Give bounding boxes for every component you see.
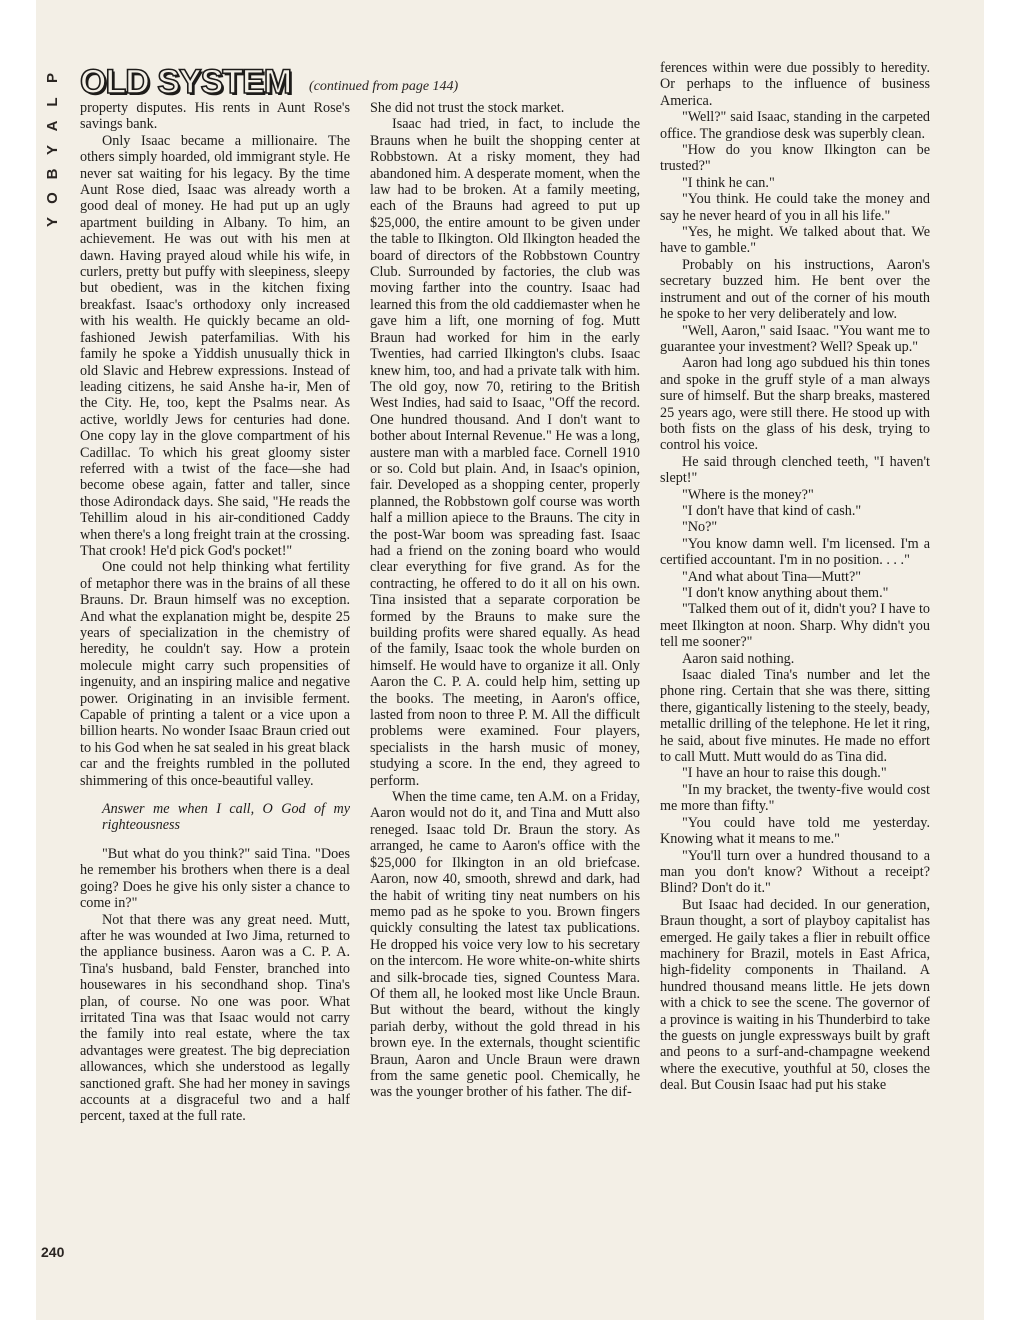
paragraph: "You could have told me yesterday. Knowing what it means to me." <box>660 814 930 848</box>
magazine-letter: Y <box>44 217 61 228</box>
text-column-1 <box>80 100 350 1260</box>
paragraph: Probably on his instructions, Aaron's secretary buzzed him. He bent over the instrument and out of the corner of his mouth he spoke to her very deliberately and low. <box>660 256 930 323</box>
text-column-3 <box>660 60 930 1260</box>
magazine-letter: P <box>44 73 61 84</box>
paragraph: "You know damn well. I'm licensed. I'm a certified accountant. I'm in no position. . . ." <box>660 535 930 569</box>
paragraph: "And what about Tina—Mutt?" <box>682 568 862 585</box>
paragraph: "You'll turn over a hundred thousand to a man you don't know? Without a receipt? Blind? Don't do it." <box>660 847 930 897</box>
paragraph: "I have an hour to raise this dough." <box>682 765 887 782</box>
magazine-name-vertical <box>44 66 62 234</box>
paragraph: But Isaac had decided. In our generation, Braun thought, a sort of playboy capitalist has emerged. He gaily takes a flier in rebuilt office machinery for Brazil, motels in East Africa, high-fidelity components in Thailand. A hundred thousand means little. He jets down with a chick to see the scene. The governor of a province is waiting in his Thunderbird to take the guests on jungle expressways built by graft and peons to a surf-and-champagne weekend where the executive, youthful at 50, closes the deal. But Cousin Isaac had put his stake <box>660 896 930 1094</box>
paragraph: Not that there was any great need. Mutt, after he was wounded at Iwo Jima, returned to the appliance business. Aaron was a C. P. A. Tina's husband, bald Fenster, branched into housewares in his secondhand shop. Tina's plan, of course. No one was poor. What irritated Tina was that Isaac would not carry the family into real estate, where the tax advantages were greatest. The big depreciation allowances, which she understood as legally sanctioned graft. She had her money in savings accounts at a disgraceful two and a half percent, taxed at the full rate. <box>80 911 350 1125</box>
text-column-2 <box>370 100 640 1260</box>
paragraph: "No?" <box>682 519 718 536</box>
page-number: 240 <box>41 1244 65 1260</box>
paragraph: "You think. He could take the money and say he never heard of you in all his life." <box>660 191 930 224</box>
magazine-letter: Y <box>44 145 61 156</box>
paragraph: property disputes. His rents in Aunt Rose's savings bank. <box>80 100 350 133</box>
section-title-logo: OLD SYSTEM <box>80 63 292 101</box>
paragraph: "How do you know Ilkington can be trusted?" <box>660 142 930 175</box>
paragraph: One could not help thinking what fertility of metaphor there was in the brains of all these Brauns. Dr. Braun himself was no exception. And what the explanation might be, despite 25 years of specialization in the chemistry of heredity, he couldn't say. How a protein molecule might carry such propensities of ingenuity, and an inspiring malice and negative power. Originating in an invisible ferment. Capable of printing a talent or a vice upon a billion hearts. No wonder Isaac Braun cried out to his God when he sat sealed in his great black car and the freights rumbled in the polluted shimmering of this once-beautiful valley. <box>80 559 350 789</box>
paragraph: "Talked them out of it, didn't you? I have to meet Ilkington at noon. Sharp. Why didn't you tell me sooner?" <box>660 601 930 651</box>
paragraph: Only Isaac became a millionaire. The others simply hoarded, old immigrant style. He never sat waiting for his legacy. By the time Aunt Rose died, Isaac was already worth a good deal of money. He had put up an ugly apartment building in Albany. To him, an achievement. He was out with his men at dawn. Having prayed aloud while his wife, in curlers, pretty but puffy with sleepiness, sleepy but obedient, was in the kitchen fixing breakfast. Isaac's orthodoxy only increased with his wealth. He quickly became an old-fashioned Jewish paterfamilias. With his family he spoke a Yiddish unusually thick in old Slavic and Hebrew expressions. Instead of leading citizens, he said Anshe ha-ir, Men of the City. He, too, kept the Psalms near. As active, worldly Jews for centuries had done. One copy lay in the glove compartment of his Cadillac. To which his great gloomy sister referred with a twist of the face—she had become obese again, fatter and taller, since those Adirondack days. She said, "He reads the Tehillim aloud in his air-conditioned Caddy when there's a long freight train at the crossing. That crook! He'd pick God's pocket!" <box>80 132 350 559</box>
magazine-page <box>36 0 984 1320</box>
paragraph: She did not trust the stock market. <box>370 100 565 116</box>
paragraph: "I don't have that kind of cash." <box>682 502 862 519</box>
paragraph: "I think he can." <box>682 174 775 191</box>
magazine-letter: L <box>44 97 61 107</box>
paragraph: ferences within were due possibly to heredity. Or perhaps to the influence of business America. <box>660 60 930 109</box>
paragraph: When the time came, ten A.M. on a Friday, Aaron would not do it, and Tina and Mutt also reneged. Isaac told Dr. Braun the story. As arranged, he came to Aaron's office with the $25,000 for Ilkington in an old briefcase. Aaron, now 40, smooth, shrewd and dark, had the habit of writing tiny neat numbers on his memo pad as he spoke to you. Brown fingers quickly consulting the latest tax publications. He dropped his voice very low to his secretary on the intercom. He wore white-on-white shirts and silk-brocade ties, signed Countess Mara. Of them all, he looked most like Uncle Braun. But without the beard, without the kingly pariah derby, without the gold thread in his brown eye. In the externals, thought scientific Braun, Aaron and Uncle Braun were drawn from the same genetic pool. Chemically, he was the younger brother of his father. The dif- <box>370 789 640 1101</box>
magazine-letter: B <box>44 168 61 180</box>
paragraph: "Where is the money?" <box>682 486 814 503</box>
paragraph: "I don't know anything about them." <box>682 585 889 601</box>
magazine-letter: A <box>44 120 61 132</box>
continued-note: (continued from page 144) <box>309 79 459 94</box>
paragraph: "Well, Aaron," said Isaac. "You want me to guarantee your investment? Well? Speak up." <box>660 322 930 355</box>
epigraph: Answer me when I call, O God of my righteousness <box>102 801 350 834</box>
paragraph: "But what do you think?" said Tina. "Does he remember his brothers when there is a deal going? Does he give his only sister a chance to come in?" <box>80 845 350 912</box>
paragraph: Aaron said nothing. <box>682 650 795 667</box>
paragraph: "Yes, he might. We talked about that. We have to gamble." <box>660 224 930 257</box>
magazine-letter: O <box>44 192 61 204</box>
article-header <box>80 56 458 102</box>
paragraph: Isaac dialed Tina's number and let the phone ring. Certain that she was there, sitting there, gigantically listening to the steely, beady, metallic drilling of the telephone. He let it ring, he said, about five minutes. He made no effort to call Mutt. Mutt would do as Tina did. <box>660 667 930 766</box>
paragraph: Isaac had tried, in fact, to include the Brauns when he built the shopping center at Robbstown. At a risky moment, they had abandoned him. A desperate moment, when the law had to be broken. At a family meeting, each of the Brauns had agreed to put up $25,000, the entire amount to be given under the table to Ilkington. Old Ilkington headed the board of directors of the Robbstown Country Club. Surrounded by factories, the club was moving farther into the country. Isaac had learned this from the old caddiemaster when he gave him a lift, one morning of fog. Mutt Braun had worked for him in the early Twenties, had carried Ilkington's clubs. Isaac knew him, too, and had a private talk with him. The old goy, now 70, retiring to the British West Indies, had said to Isaac, "Off the record. One hundred thousand. And I don't want to bother about Internal Revenue." He was a long, austere man with a marbled face. Cornell 1910 or so. Cold but plain. And, in Isaac's opinion, fair. Developed as a shopping center, properly planned, the Robbstown golf course was worth half a million apiece to the Brauns. The city in the post-War boom was spreading fast. Isaac had a friend on the zoning board who would clear everything for five grand. As for the contracting, he offered to do it all on his own. Tina insisted that a separate corporation be formed by the Brauns to make sure the building profits were shared equally. As head of the family, Isaac took the whole burden on himself. He would have to organize it all. Only Aaron the C. P. A. could help him, setting up the books. The meeting, in Aaron's office, lasted from noon to three P. M. All the difficult problems were examined. Four players, specialists in the harsh music of money, studying a score. In the end, they agreed to perform. <box>370 116 640 789</box>
paragraph: "Well?" said Isaac, standing in the carpeted office. The grandiose desk was superbly clean. <box>660 109 930 142</box>
paragraph: "In my bracket, the twenty-five would cost me more than fifty." <box>660 781 930 815</box>
paragraph: Aaron had long ago subdued his thin tones and spoke in the gruff style of a man always sure of himself. But the sharp breaks, mastered 25 years ago, were still there. He stood up with both fists on the glass of his desk, trying to control his voice. <box>660 355 930 454</box>
paragraph: He said through clenched teeth, "I haven't slept!" <box>660 453 930 487</box>
